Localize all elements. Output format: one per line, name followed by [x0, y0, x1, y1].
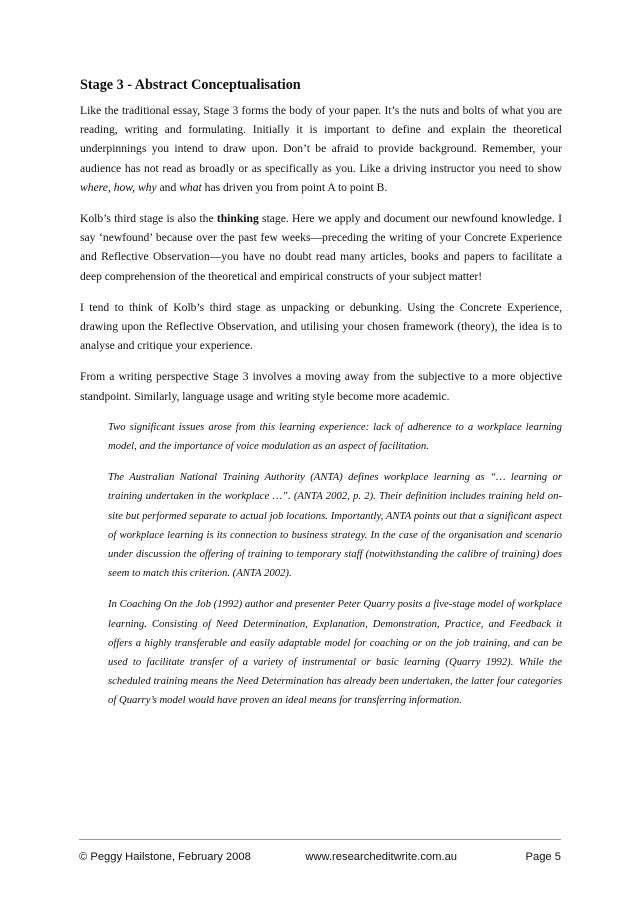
page-footer: [79, 839, 561, 863]
paragraph-1-emphasis-2: what: [179, 180, 202, 194]
paragraph-3: I tend to think of Kolb’s third stage as unpacking or debunking. Using the Concrete Experience, drawing upon the Reflective Observation, and utilising your chosen framework (theory), the idea is to analyse and critique your experience.: [80, 300, 562, 353]
footer-page-number: Page 5: [525, 851, 561, 863]
paragraph-4: From a writing perspective Stage 3 involves a moving away from the subjective to a more objective standpoint. Similarly, language usage and writing style become more academic.: [80, 370, 562, 403]
paragraph-1-emphasis-1: where, how, why: [80, 180, 157, 194]
example-quote-1: Two significant issues arose from this learning experience: lack of adherence to a workplace learning model, and the importance of voice modulation as an aspect of facilitation.: [108, 420, 562, 453]
section-heading: Stage 3 - Abstract Conceptualisation: [80, 77, 301, 93]
paragraph-2-strong: thinking: [216, 212, 259, 226]
paragraph-1-end: has driven you from point A to point B.: [201, 180, 388, 194]
example-quote-2: The Australian National Training Authority (ANTA) defines workplace learning as “… learning or training undertaken in the workplace …”. (ANTA 2002, p. 2). Their definition includes training held on-site but performed separate to actual job locations. Importantly, ANTA points out that a significant aspect of workplace learning is its connection to business strategy. In the case of the organisation and scenario under discussion the offering of training to temporary staff (notwithstanding the calibre of training) does seem to match this criterion. (ANTA 2002).: [108, 471, 562, 580]
paragraph-2-pre: Kolb’s third stage is also the: [80, 212, 217, 226]
paragraph-2-post: stage. Here we apply and document our newfound knowledge. I say ‘newfound’ because over the past few weeks—preceding the writing of your Concrete Experience and Reflective Observation—you have no doubt read many articles, books and papers to facilitate a deep comprehension of the theoretical and empirical constructs of your subject matter!: [80, 212, 562, 283]
example-quotes: [80, 418, 562, 711]
footer-copyright: © Peggy Hailstone, February 2008: [79, 851, 251, 863]
paragraph-2: [80, 209, 562, 286]
paragraph-1: [80, 101, 562, 197]
footer-url: www.researcheditwrite.com.au: [305, 851, 458, 863]
example-quote-3: In Coaching On the Job (1992) author and presenter Peter Quarry posits a five-stage model of workplace learning. Consisting of Need Determination, Explanation, Demonstration, Practice, and Feedback it offers a highly transferable and easily adaptable model for coaching or on the job training, and can be used to facilitate transfer of a variety of instrumental or basic learning (Quarry 1992). While the scheduled training means the Need Determination has already been undertaken, the latter four categories of Quarry’s model would have proven an ideal means for transferring information.: [108, 598, 562, 707]
paragraph-1-text: Like the traditional essay, Stage 3 forms the body of your paper. It’s the nuts and bolts of what you are reading, writing and formulating. Initially it is important to define and explain the theoretical underpinnings you intend to draw upon. Don’t be afraid to provide background. Remember, your audience has not read as broadly or as specifically as you. Like a driving instructor you need to show: [80, 104, 562, 175]
paragraph-1-connector: and: [156, 180, 180, 194]
document-body: [80, 76, 562, 723]
